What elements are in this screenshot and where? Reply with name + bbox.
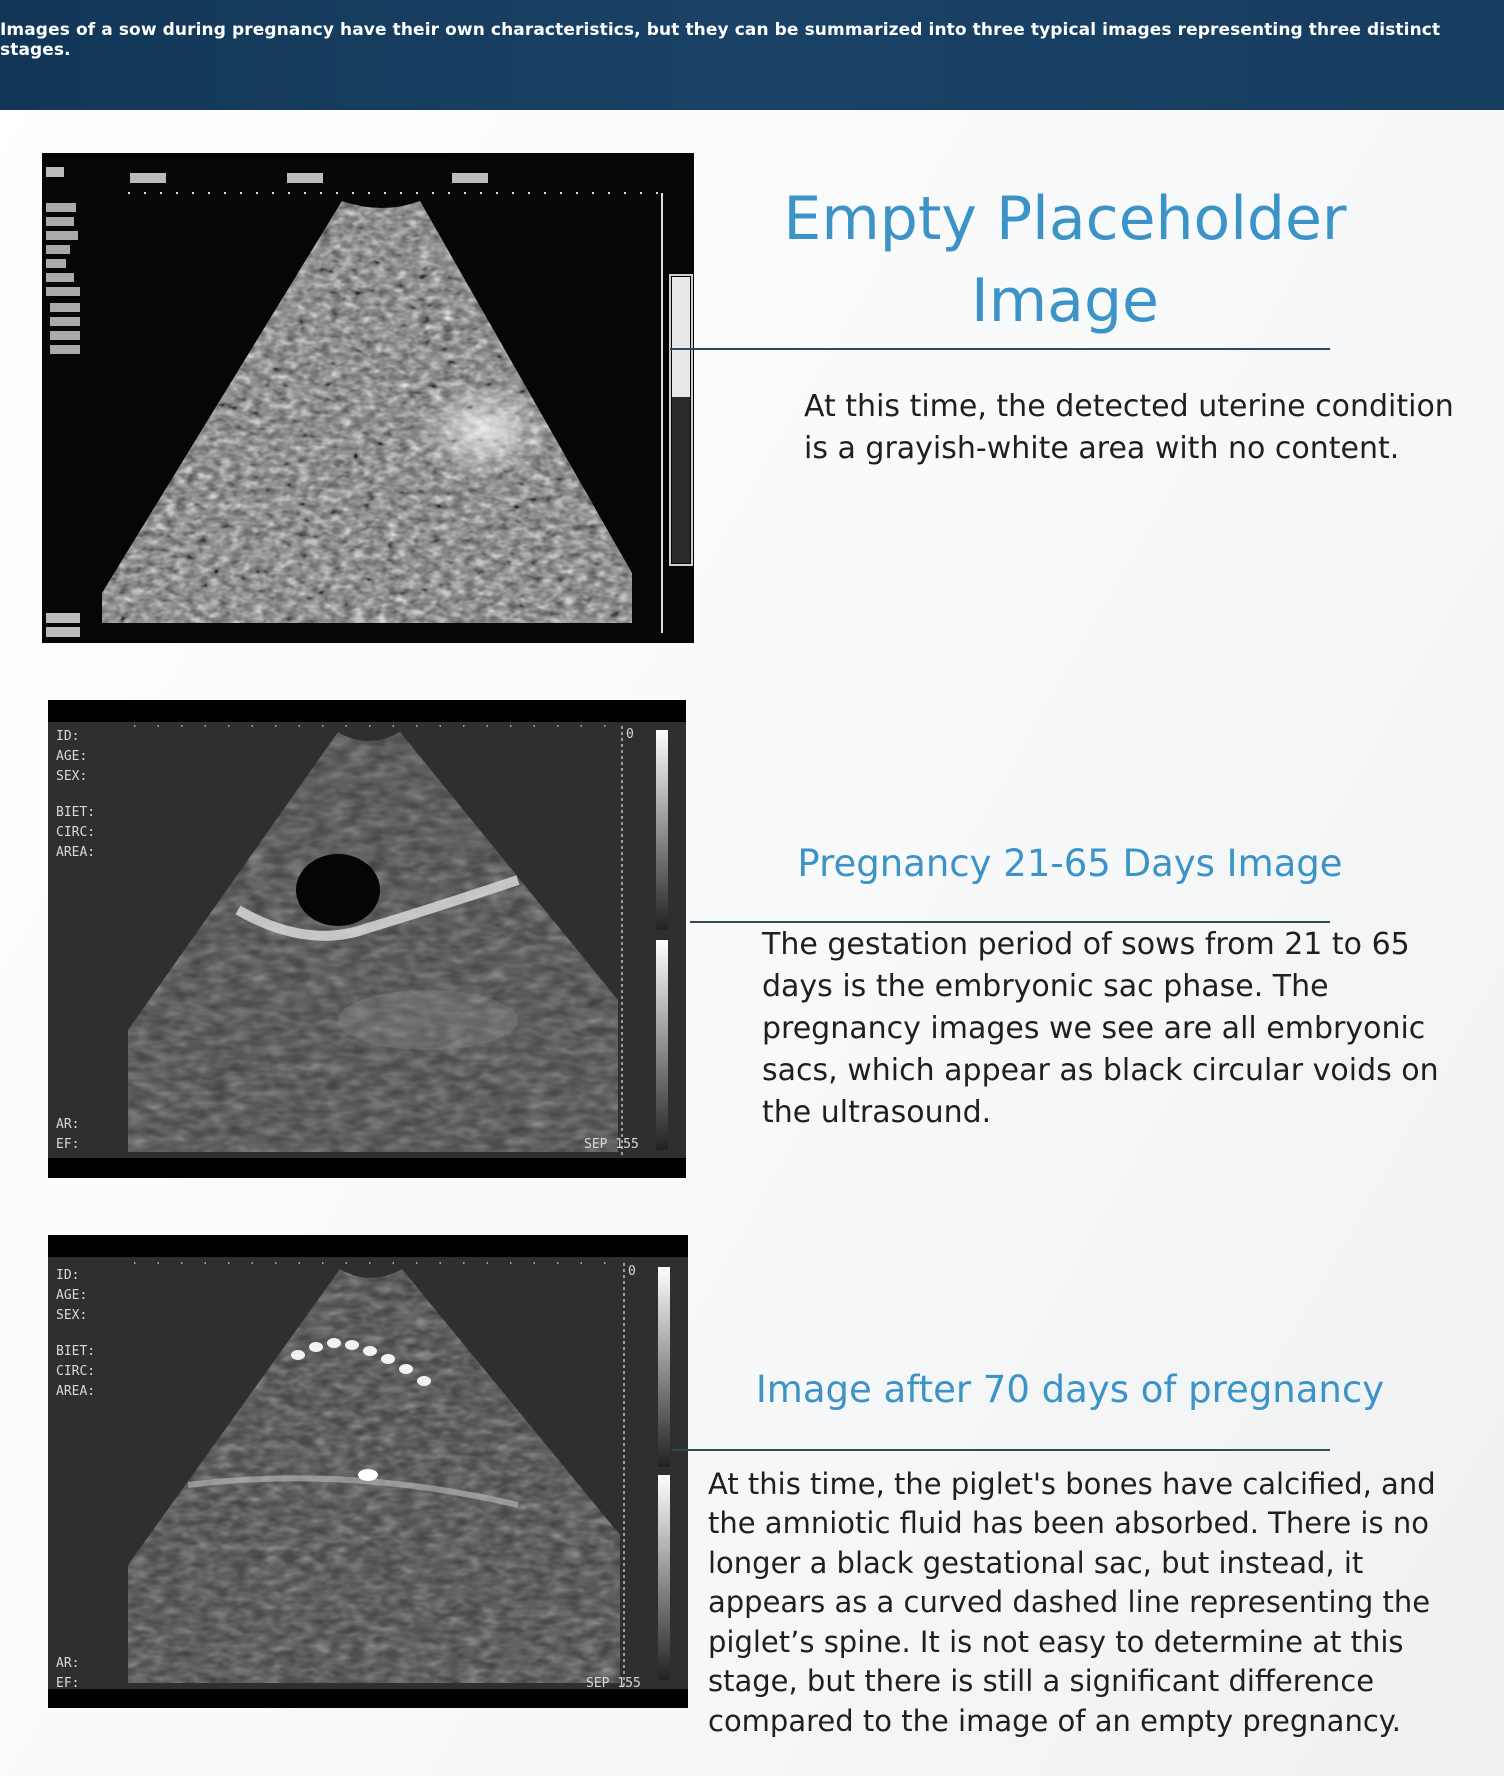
section-divider-empty [670,348,1330,350]
scan2-label-2: SEX: [56,769,88,784]
header-text: Images of a sow during pregnancy have their own characteristics, but they can be summarized into three typical images representing three distinct stages. [0,19,1441,60]
ultrasound-image-70-days [48,1235,688,1708]
scan3-label-5: AREA: [56,1384,96,1399]
section-divider-21-65 [690,921,1330,923]
section-title-70-days: Image after 70 days of pregnancy [755,1368,1385,1411]
section-title-empty [740,178,1390,342]
scan3-label-2: SEX: [56,1308,88,1323]
section-body-70-days: At this time, the piglet's bones have calcified, and the amniotic fluid has been absorbed. There is no longer a black gestational sac, but instead, it appears as a curved dashed line representing the piglet’s spine. It is not easy to determine at this stage, but there is still a significant difference compared to the image of an empty pregnancy. [708,1467,1436,1738]
scan2-scale-mark: 0 [626,727,634,742]
ultrasound-image-21-65-days [48,700,686,1178]
section-body-empty: At this time, the detected uterine condition is a grayish-white area with no content. [804,389,1454,466]
section-title-21-65: Pregnancy 21-65 Days Image [797,842,1343,885]
scan2-label-0: ID: [56,729,80,744]
scan3-label-3: BIET: [56,1344,96,1359]
scan3-label-4: CIRC: [56,1364,96,1379]
scan2-label-ar: AR: [56,1117,80,1132]
ultrasound-image-empty [42,153,694,643]
section-title-empty-line1: Empty Placeholder [783,184,1347,254]
header-banner [0,0,1504,110]
scan3-label-sep: SEP 155 [586,1676,641,1691]
scan3-label-0: ID: [56,1268,80,1283]
section-divider-70-days [672,1449,1330,1451]
scan2-label-ef: EF: [56,1137,80,1152]
scan3-label-ef: EF: [56,1676,80,1691]
scan2-label-sep: SEP 155 [584,1137,639,1152]
scan2-label-3: BIET: [56,805,96,820]
section-body-21-65: The gestation period of sows from 21 to 65 days is the embryonic sac phase. The pregnancy images we see are all embryonic sacs, which appear as black circular voids on the ultrasound. [762,927,1439,1130]
scan3-label-1: AGE: [56,1288,88,1303]
scan2-label-5: AREA: [56,845,96,860]
scan2-label-1: AGE: [56,749,88,764]
scan3-scale-mark: 0 [628,1264,636,1279]
section-title-empty-line2: Image [971,266,1159,336]
scan2-label-4: CIRC: [56,825,96,840]
scan3-label-ar: AR: [56,1656,80,1671]
